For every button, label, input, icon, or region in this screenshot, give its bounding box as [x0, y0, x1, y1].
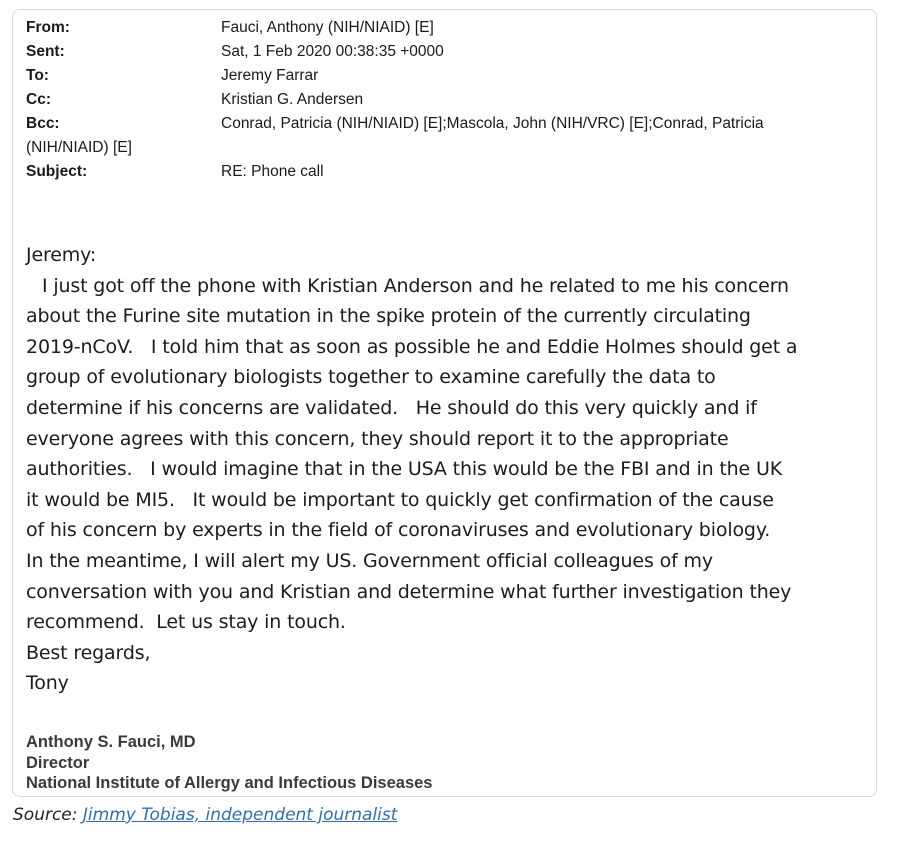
header-row-sent — [26, 40, 866, 64]
signature-title: Director — [26, 753, 90, 772]
header-row-from — [26, 16, 866, 40]
bcc-continuation: (NIH/NIAID) [E] — [26, 139, 132, 156]
signature-name: Anthony S. Fauci, MD — [26, 733, 196, 751]
header-row-cc — [26, 88, 866, 112]
subject-label: Subject: — [26, 163, 88, 180]
header-row-subject — [26, 160, 866, 184]
email-body — [26, 240, 876, 699]
body-line: determine if his concerns are validated. He should do this very quickly and if — [26, 396, 757, 419]
bcc-label: Bcc: — [26, 115, 60, 132]
body-line: recommend. Let us stay in touch. — [26, 611, 346, 634]
subject-value: RE: Phone call — [221, 163, 324, 180]
body-greeting: Jeremy: — [26, 244, 97, 266]
email-document-frame — [12, 9, 877, 797]
header-row-to — [26, 64, 866, 88]
body-line: of his concern by experts in the field of coronaviruses and evolutionary biology. — [26, 519, 771, 542]
to-value: Jeremy Farrar — [221, 67, 319, 84]
to-label: To: — [26, 67, 49, 84]
from-value: Fauci, Anthony (NIH/NIAID) [E] — [221, 19, 434, 36]
signature-institute: National Institute of Allergy and Infectious Diseases — [26, 774, 433, 792]
cc-label: Cc: — [26, 91, 51, 108]
body-line: conversation with you and Kristian and determine what further investigation they — [26, 580, 792, 603]
from-label: From: — [26, 19, 70, 36]
body-line: group of evolutionary biologists together to examine carefully the data to — [26, 366, 716, 389]
body-line: I just got off the phone with Kristian Anderson and he related to me his concern — [42, 274, 789, 297]
header-row-bcc — [26, 112, 866, 160]
body-line: In the meantime, I will alert my US. Government official colleagues of my — [26, 549, 713, 572]
email-header — [26, 16, 866, 184]
body-line: authorities. I would imagine that in the USA this would be the FBI and in the UK — [26, 458, 783, 481]
source-caption — [13, 803, 397, 827]
body-sign-name: Tony — [26, 672, 69, 695]
body-line: 2019-nCoV. I told him that as soon as possible he and Eddie Holmes should get a — [26, 335, 798, 358]
email-signature — [26, 732, 432, 794]
body-line: everyone agrees with this concern, they should report it to the appropriate — [26, 427, 729, 450]
sent-label: Sent: — [26, 43, 65, 60]
source-link[interactable]: Jimmy Tobias, independent journalist — [82, 805, 398, 825]
body-line: it would be MI5. It would be important to quickly get confirmation of the cause — [26, 488, 774, 511]
bcc-value: Conrad, Patricia (NIH/NIAID) [E];Mascola, John (NIH/VRC) [E];Conrad, Patricia — [221, 115, 764, 132]
sent-value: Sat, 1 Feb 2020 00:38:35 +0000 — [221, 43, 444, 60]
cc-value: Kristian G. Andersen — [221, 91, 364, 108]
source-prefix: Source: — [13, 805, 83, 825]
body-closing: Best regards, — [26, 641, 151, 664]
body-line: about the Furine site mutation in the spike protein of the currently circulating — [26, 305, 751, 328]
